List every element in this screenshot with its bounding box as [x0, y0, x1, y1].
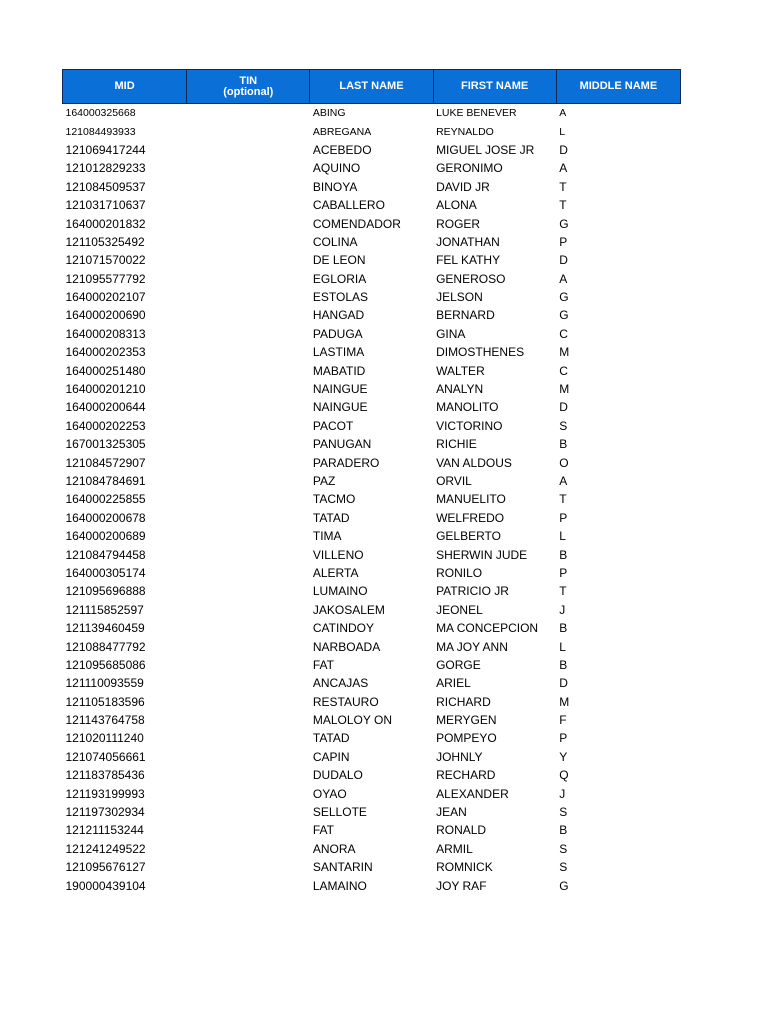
cell-mid: 167001325305: [65, 437, 146, 452]
cell-last-name: FAT: [312, 657, 334, 672]
cell-tin: [187, 343, 310, 361]
cell-middle-name: T: [559, 584, 567, 599]
table-row: [63, 178, 681, 196]
cell-tin: [187, 840, 310, 858]
cell-tin: [187, 876, 310, 894]
cell-mid: 121088477792: [65, 639, 146, 654]
cell-first-name: JEONEL: [436, 602, 483, 617]
cell-mid: 121193199993: [65, 786, 145, 801]
cell-first-name: ANALYN: [436, 382, 484, 397]
cell-middle-name: S: [559, 418, 568, 433]
cell-middle-name: S: [559, 805, 568, 820]
cell-last-name: CAPIN: [312, 749, 350, 764]
cell-mid: 121012829233: [65, 161, 146, 176]
cell-first-name: POMPEYO: [436, 731, 497, 746]
cell-middle-name: M: [559, 345, 570, 360]
cell-first-name: WELFREDO: [436, 510, 505, 525]
cell-last-name: MALOLOY ON: [312, 713, 393, 728]
cell-tin: [187, 306, 310, 324]
cell-last-name: ANORA: [312, 841, 356, 856]
cell-tin: [187, 141, 310, 159]
cell-tin: [187, 601, 310, 619]
cell-tin: [187, 766, 310, 784]
cell-mid: 121115852597: [65, 602, 144, 617]
cell-middle-name: L: [559, 529, 566, 544]
cell-mid: 164000305174: [65, 565, 146, 580]
cell-tin: [187, 398, 310, 416]
table-row: [63, 619, 681, 637]
cell-first-name: JOY RAF: [436, 878, 487, 893]
cell-last-name: SANTARIN: [312, 860, 373, 875]
cell-tin: [187, 270, 310, 288]
table-row: [63, 840, 681, 858]
cell-last-name: RESTAURO: [312, 694, 379, 709]
cell-last-name: NAINGUE: [312, 400, 368, 415]
cell-mid: 121139460459: [65, 621, 145, 636]
cell-first-name: MANUELITO: [436, 492, 506, 507]
cell-first-name: RONILO: [436, 565, 483, 580]
cell-tin: [187, 656, 310, 674]
cell-tin: [187, 251, 310, 269]
cell-first-name: REYNALDO: [436, 125, 494, 138]
cell-last-name: ABING: [312, 107, 346, 120]
cell-last-name: AQUINO: [312, 161, 361, 176]
cell-last-name: COLINA: [312, 234, 358, 249]
cell-mid: 121110093559: [65, 676, 144, 691]
cell-middle-name: D: [559, 400, 568, 415]
table-row: [63, 601, 681, 619]
cell-tin: [187, 233, 310, 251]
cell-last-name: NAINGUE: [312, 382, 368, 397]
cell-middle-name: G: [559, 216, 569, 231]
cell-first-name: GERONIMO: [436, 161, 503, 176]
cell-first-name: GINA: [436, 326, 466, 341]
cell-tin: [187, 104, 310, 123]
cell-first-name: VAN ALDOUS: [436, 455, 512, 470]
cell-first-name: MA JOY ANN: [436, 639, 508, 654]
cell-middle-name: L: [559, 125, 566, 138]
cell-first-name: VICTORINO: [436, 418, 503, 433]
cell-first-name: JOHNLY: [436, 749, 483, 764]
cell-last-name: BINOYA: [312, 179, 358, 194]
cell-middle-name: T: [559, 492, 567, 507]
cell-last-name: TACMO: [312, 492, 356, 507]
cell-mid: 121031710637: [65, 198, 146, 213]
table-row: [63, 380, 681, 398]
cell-tin: [187, 214, 310, 232]
cell-mid: 121020111240: [65, 731, 144, 746]
table-row: [63, 509, 681, 527]
table-row: [63, 637, 681, 655]
cell-middle-name: B: [559, 437, 568, 452]
cell-mid: 121074056661: [65, 749, 146, 764]
cell-mid: 164000225855: [65, 492, 146, 507]
cell-last-name: PARADERO: [312, 455, 380, 470]
table-row: [63, 693, 681, 711]
table-row: [63, 361, 681, 379]
cell-first-name: RONALD: [436, 823, 487, 838]
cell-last-name: OYAO: [312, 786, 347, 801]
cell-first-name: PATRICIO JR: [436, 584, 509, 599]
table-row: [63, 545, 681, 563]
cell-tin: [187, 693, 310, 711]
cell-tin: [187, 196, 310, 214]
cell-mid: 164000200690: [65, 308, 146, 323]
cell-tin: [187, 748, 310, 766]
cell-tin: [187, 674, 310, 692]
table-row: [63, 784, 681, 802]
cell-first-name: MANOLITO: [436, 400, 499, 415]
cell-middle-name: M: [559, 694, 570, 709]
cell-mid: 164000201210: [65, 382, 146, 397]
cell-tin: [187, 417, 310, 435]
table-row: [63, 343, 681, 361]
cell-last-name: ANCAJAS: [312, 676, 369, 691]
cell-mid: 164000202253: [65, 418, 146, 433]
table-row: [63, 729, 681, 747]
cell-last-name: NARBOADA: [312, 639, 381, 654]
cell-tin: [187, 527, 310, 545]
table-row: [63, 398, 681, 416]
table-row: [63, 453, 681, 471]
table-row: [63, 417, 681, 435]
cell-last-name: SELLOTE: [312, 805, 367, 820]
cell-first-name: BERNARD: [436, 308, 495, 323]
cell-middle-name: A: [559, 271, 568, 286]
cell-last-name: ABREGANA: [312, 125, 372, 138]
cell-middle-name: P: [559, 234, 568, 249]
cell-tin: [187, 784, 310, 802]
cell-mid: 121211153244: [65, 823, 144, 838]
table-row: [63, 122, 681, 140]
cell-middle-name: T: [559, 198, 567, 213]
cell-middle-name: F: [559, 713, 567, 728]
cell-middle-name: G: [559, 308, 569, 323]
cell-mid: 164000251480: [65, 363, 146, 378]
cell-first-name: JONATHAN: [436, 234, 500, 249]
table-row: [63, 490, 681, 508]
cell-middle-name: G: [559, 290, 569, 305]
cell-mid: 190000439104: [65, 878, 146, 893]
table-row: [63, 472, 681, 490]
cell-mid: 121105325492: [65, 234, 145, 249]
header-row: [63, 70, 681, 104]
cell-first-name: RICHARD: [436, 694, 491, 709]
cell-middle-name: J: [559, 786, 566, 801]
cell-tin: [187, 122, 310, 140]
table-row: [63, 803, 681, 821]
cell-first-name: MIGUEL JOSE JR: [436, 142, 535, 157]
table-body: [63, 104, 681, 895]
cell-first-name: ORVIL: [436, 474, 472, 488]
header-middle-name: MIDDLE NAME: [556, 70, 680, 104]
cell-mid: 121084572907: [65, 455, 146, 470]
cell-last-name: EGLORIA: [312, 271, 367, 286]
cell-first-name: GENEROSO: [436, 271, 506, 286]
cell-last-name: LAMAINO: [312, 878, 367, 893]
cell-tin: [187, 711, 310, 729]
cell-last-name: MABATID: [312, 363, 366, 378]
cell-last-name: PACOT: [312, 418, 354, 433]
table-row: [63, 711, 681, 729]
cell-tin: [187, 435, 310, 453]
cell-mid: 121143764758: [65, 713, 145, 728]
table-row: [63, 214, 681, 232]
cell-mid: 164000201832: [65, 216, 146, 231]
cell-first-name: RECHARD: [436, 768, 496, 783]
cell-tin: [187, 453, 310, 471]
cell-last-name: VILLENO: [312, 547, 364, 562]
cell-mid: 121197302934: [65, 805, 145, 820]
cell-middle-name: C: [559, 363, 568, 378]
cell-middle-name: S: [559, 841, 568, 856]
cell-middle-name: J: [559, 602, 566, 617]
cell-last-name: DUDALO: [312, 768, 363, 783]
cell-last-name: TATAD: [312, 731, 350, 746]
cell-last-name: PANUGAN: [312, 437, 372, 452]
header-mid: MID: [63, 70, 187, 104]
cell-tin: [187, 361, 310, 379]
cell-tin: [187, 178, 310, 196]
table-row: [63, 159, 681, 177]
table-row: [63, 233, 681, 251]
cell-middle-name: Q: [559, 768, 569, 783]
cell-mid: 121105183596: [65, 694, 145, 709]
cell-mid: 164000208313: [65, 326, 146, 341]
cell-middle-name: A: [559, 107, 567, 120]
cell-tin: [187, 821, 310, 839]
cell-tin: [187, 545, 310, 563]
table-row: [63, 821, 681, 839]
cell-first-name: JELSON: [436, 290, 483, 305]
cell-tin: [187, 159, 310, 177]
cell-tin: [187, 380, 310, 398]
cell-middle-name: B: [559, 547, 568, 562]
cell-first-name: GELBERTO: [436, 529, 501, 544]
cell-tin: [187, 472, 310, 490]
cell-first-name: ALEXANDER: [436, 786, 509, 801]
table-row: [63, 104, 681, 123]
cell-last-name: TIMA: [312, 529, 342, 544]
cell-middle-name: B: [559, 657, 568, 672]
table-row: [63, 306, 681, 324]
table-row: [63, 748, 681, 766]
cell-middle-name: A: [559, 161, 568, 176]
cell-first-name: JEAN: [436, 805, 467, 820]
table-header: [63, 70, 681, 104]
cell-middle-name: P: [559, 565, 568, 580]
cell-mid: 121241249522: [65, 841, 146, 856]
cell-mid: 121183785436: [65, 768, 145, 783]
cell-middle-name: B: [559, 621, 568, 636]
cell-first-name: SHERWIN JUDE: [436, 547, 528, 562]
cell-last-name: ALERTA: [312, 565, 359, 580]
cell-mid: 164000202353: [65, 345, 146, 360]
member-table: [62, 69, 681, 895]
cell-tin: [187, 803, 310, 821]
cell-last-name: DE LEON: [312, 253, 366, 268]
table-row: [63, 196, 681, 214]
cell-middle-name: P: [559, 510, 568, 525]
cell-last-name: HANGAD: [312, 308, 365, 323]
cell-mid: 121095577792: [65, 271, 146, 286]
table-row: [63, 656, 681, 674]
cell-tin: [187, 637, 310, 655]
cell-mid: 121095685086: [65, 657, 146, 672]
cell-mid: 164000202107: [65, 290, 146, 305]
cell-mid: 121084509537: [65, 179, 146, 194]
table-row: [63, 766, 681, 784]
table-row: [63, 582, 681, 600]
table-row: [63, 527, 681, 545]
cell-last-name: ESTOLAS: [312, 290, 369, 305]
cell-middle-name: C: [559, 326, 568, 341]
cell-mid: 121084794458: [65, 547, 146, 562]
cell-mid: 121084493933: [65, 125, 136, 138]
cell-last-name: FAT: [312, 823, 334, 838]
cell-last-name: CATINDOY: [312, 621, 374, 636]
header-tin-line1: TIN: [239, 74, 258, 87]
table-row: [63, 435, 681, 453]
cell-middle-name: T: [559, 179, 567, 194]
cell-middle-name: L: [559, 639, 566, 654]
cell-middle-name: S: [559, 860, 568, 875]
cell-first-name: GORGE: [436, 657, 481, 672]
cell-mid: 164000325668: [65, 107, 136, 120]
cell-middle-name: D: [559, 142, 568, 157]
table-row: [63, 288, 681, 306]
header-last-name: LAST NAME: [310, 70, 433, 104]
cell-tin: [187, 490, 310, 508]
header-first-name: FIRST NAME: [433, 70, 556, 104]
cell-middle-name: M: [559, 382, 570, 397]
cell-tin: [187, 564, 310, 582]
cell-first-name: ROGER: [436, 216, 481, 231]
cell-middle-name: O: [559, 455, 569, 470]
table-row: [63, 674, 681, 692]
cell-tin: [187, 619, 310, 637]
cell-tin: [187, 325, 310, 343]
header-tin-line2: (optional): [223, 85, 274, 98]
cell-first-name: ARMIL: [436, 841, 473, 856]
cell-last-name: JAKOSALEM: [312, 602, 385, 617]
table-row: [63, 876, 681, 894]
table-row: [63, 141, 681, 159]
cell-mid: 121084784691: [65, 474, 146, 488]
cell-last-name: LASTIMA: [312, 345, 365, 360]
cell-first-name: MA CONCEPCION: [436, 621, 539, 636]
cell-last-name: PADUGA: [312, 326, 363, 341]
cell-mid: 121069417244: [65, 142, 146, 157]
member-sheet: [62, 69, 681, 895]
cell-last-name: TATAD: [312, 510, 350, 525]
cell-first-name: WALTER: [436, 363, 485, 378]
cell-mid: 164000200644: [65, 400, 146, 415]
cell-first-name: DAVID JR: [436, 179, 490, 194]
cell-first-name: ALONA: [436, 198, 477, 213]
cell-mid: 121095696888: [65, 584, 146, 599]
cell-last-name: CABALLERO: [312, 198, 385, 213]
table-row: [63, 251, 681, 269]
cell-tin: [187, 729, 310, 747]
header-tin: [187, 70, 310, 104]
table-row: [63, 858, 681, 876]
table-row: [63, 564, 681, 582]
cell-tin: [187, 509, 310, 527]
cell-middle-name: A: [559, 474, 568, 488]
cell-tin: [187, 288, 310, 306]
cell-last-name: COMENDADOR: [312, 216, 401, 231]
cell-first-name: ARIEL: [436, 676, 471, 691]
cell-middle-name: D: [559, 253, 568, 268]
cell-first-name: LUKE BENEVER: [436, 107, 517, 120]
cell-first-name: MERYGEN: [436, 713, 497, 728]
cell-middle-name: G: [559, 878, 569, 893]
cell-middle-name: D: [559, 676, 568, 691]
cell-first-name: RICHIE: [436, 437, 477, 452]
cell-first-name: ROMNICK: [436, 860, 493, 875]
cell-mid: 164000200678: [65, 510, 146, 525]
cell-tin: [187, 858, 310, 876]
cell-middle-name: Y: [559, 749, 568, 764]
cell-last-name: LUMAINO: [312, 584, 368, 599]
cell-mid: 121095676127: [65, 860, 146, 875]
cell-first-name: FEL KATHY: [436, 253, 501, 268]
cell-last-name: PAZ: [312, 474, 336, 488]
table-row: [63, 270, 681, 288]
cell-first-name: DIMOSTHENES: [436, 345, 525, 360]
cell-tin: [187, 582, 310, 600]
cell-middle-name: B: [559, 823, 568, 838]
cell-mid: 121071570022: [65, 253, 146, 268]
cell-last-name: ACEBEDO: [312, 142, 372, 157]
cell-mid: 164000200689: [65, 529, 146, 544]
table-row: [63, 325, 681, 343]
cell-middle-name: P: [559, 731, 568, 746]
